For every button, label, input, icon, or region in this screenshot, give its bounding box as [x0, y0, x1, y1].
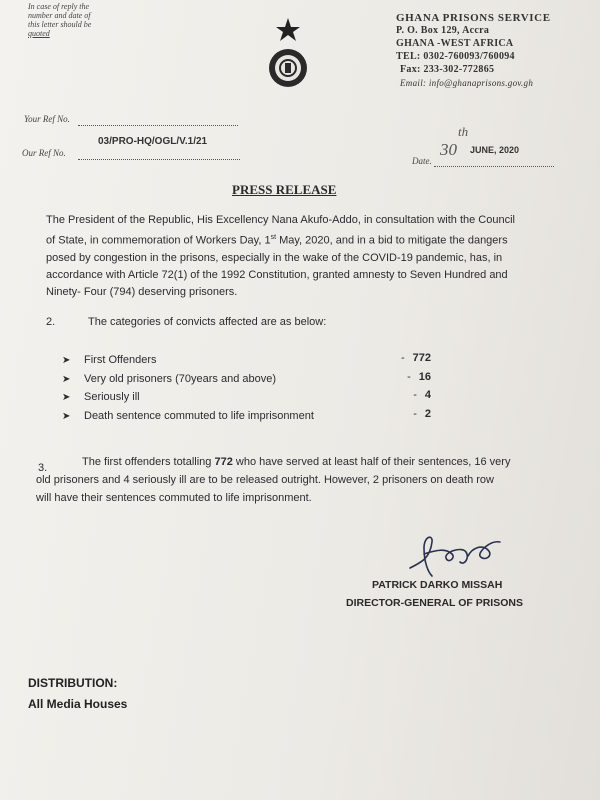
list-item: [62, 410, 442, 422]
date-day: 30: [440, 140, 457, 159]
signatory-name: PATRICK DARKO MISSAH: [372, 579, 503, 591]
date-line: [434, 166, 554, 167]
list-item: [62, 354, 442, 366]
section-3-line: old prisoners and 4 seriously ill are to be released outright. However, 2 prisoners on death row: [36, 474, 494, 486]
prisons-emblem: [258, 16, 318, 90]
list-item-label: Death sentence commuted to life imprisonment: [84, 410, 314, 422]
telephone: TEL: 0302-760093/760094: [396, 51, 515, 62]
list-item-label: Seriously ill: [84, 391, 140, 403]
email: Email: info@ghanaprisons.gov.gh: [400, 78, 534, 88]
country: GHANA -WEST AFRICA: [396, 38, 514, 49]
emblem-text: [252, 94, 324, 95]
date-suffix: th: [458, 124, 469, 139]
paragraph-line: posed by congestion in the prisons, especially in the wake of the COVID-19 pandemic, has, in: [46, 251, 503, 264]
arrow-right-icon: ➤: [62, 374, 71, 385]
list-item: [62, 391, 442, 403]
emphasis-number: 772: [214, 456, 233, 468]
section-2-intro: The categories of convicts affected are as below:: [88, 316, 327, 328]
list-item-label: First Offenders: [84, 354, 157, 366]
star-icon: [258, 16, 318, 90]
org-name: GHANA PRISONS SERVICE: [396, 12, 551, 24]
date-label: Date.: [412, 156, 432, 166]
list-item-value: - 2: [413, 408, 431, 420]
section-2-number: 2.: [46, 316, 56, 328]
reply-note-line: this letter should be: [28, 20, 92, 29]
paragraph-1: [46, 212, 515, 301]
distribution-label: DISTRIBUTION:: [28, 676, 118, 690]
reply-note: [28, 2, 91, 38]
paragraph-line: The President of the Republic, His Excellency Nana Akufo-Addo, in consultation with the Council: [46, 214, 515, 226]
reply-note-line: quoted: [28, 29, 50, 38]
signatory-title: DIRECTOR-GENERAL OF PRISONS: [346, 597, 523, 609]
list-item-label: Very old prisoners (70years and above): [84, 373, 276, 385]
your-ref-label: Your Ref No.: [24, 114, 70, 124]
our-ref-label: Our Ref No.: [22, 148, 66, 158]
paragraph-line: [46, 229, 515, 250]
fax: Fax: 233-302-772865: [400, 64, 495, 75]
distribution-recipient: All Media Houses: [28, 697, 128, 711]
your-ref-line: [78, 125, 238, 126]
our-ref-value: 03/PRO-HQ/OGL/V.1/21: [98, 136, 208, 147]
reply-note-line: number and date of: [28, 11, 91, 20]
list-item-value: - 16: [407, 371, 431, 383]
list-item-value: - 4: [413, 389, 431, 401]
arrow-right-icon: ➤: [62, 411, 71, 422]
paragraph-line: accordance with Article 72(1) of the 1992 Constitution, granted amnesty to Seven Hundred and: [46, 268, 508, 281]
list-item-value: - 772: [400, 352, 431, 364]
list-item: [62, 373, 442, 385]
superscript: st: [270, 234, 277, 241]
section-3-line: The first offenders totalling 772 who have served at least half of their sentences, 16 very: [82, 456, 511, 468]
paragraph-line-text: May, 2020, and in a bid to mitigate the dangers: [276, 234, 508, 247]
po-box: P. O. Box 129, Accra: [396, 25, 490, 36]
reply-note-line: In case of reply the: [28, 2, 90, 11]
arrow-right-icon: ➤: [62, 355, 71, 366]
signature: [402, 528, 512, 580]
our-ref-line: [78, 159, 240, 160]
arrow-right-icon: ➤: [62, 392, 71, 403]
paragraph-line: Ninety- Four (794) deserving prisoners.: [46, 285, 238, 298]
paragraph-line-text: of State, in commemoration of Workers Day, 1: [46, 234, 271, 247]
page-title: PRESS RELEASE: [232, 182, 337, 197]
section-3-line: will have their sentences commuted to life imprisonment.: [36, 492, 312, 504]
section-3-number: 3.: [38, 462, 48, 474]
date-value: JUNE, 2020: [470, 145, 520, 155]
